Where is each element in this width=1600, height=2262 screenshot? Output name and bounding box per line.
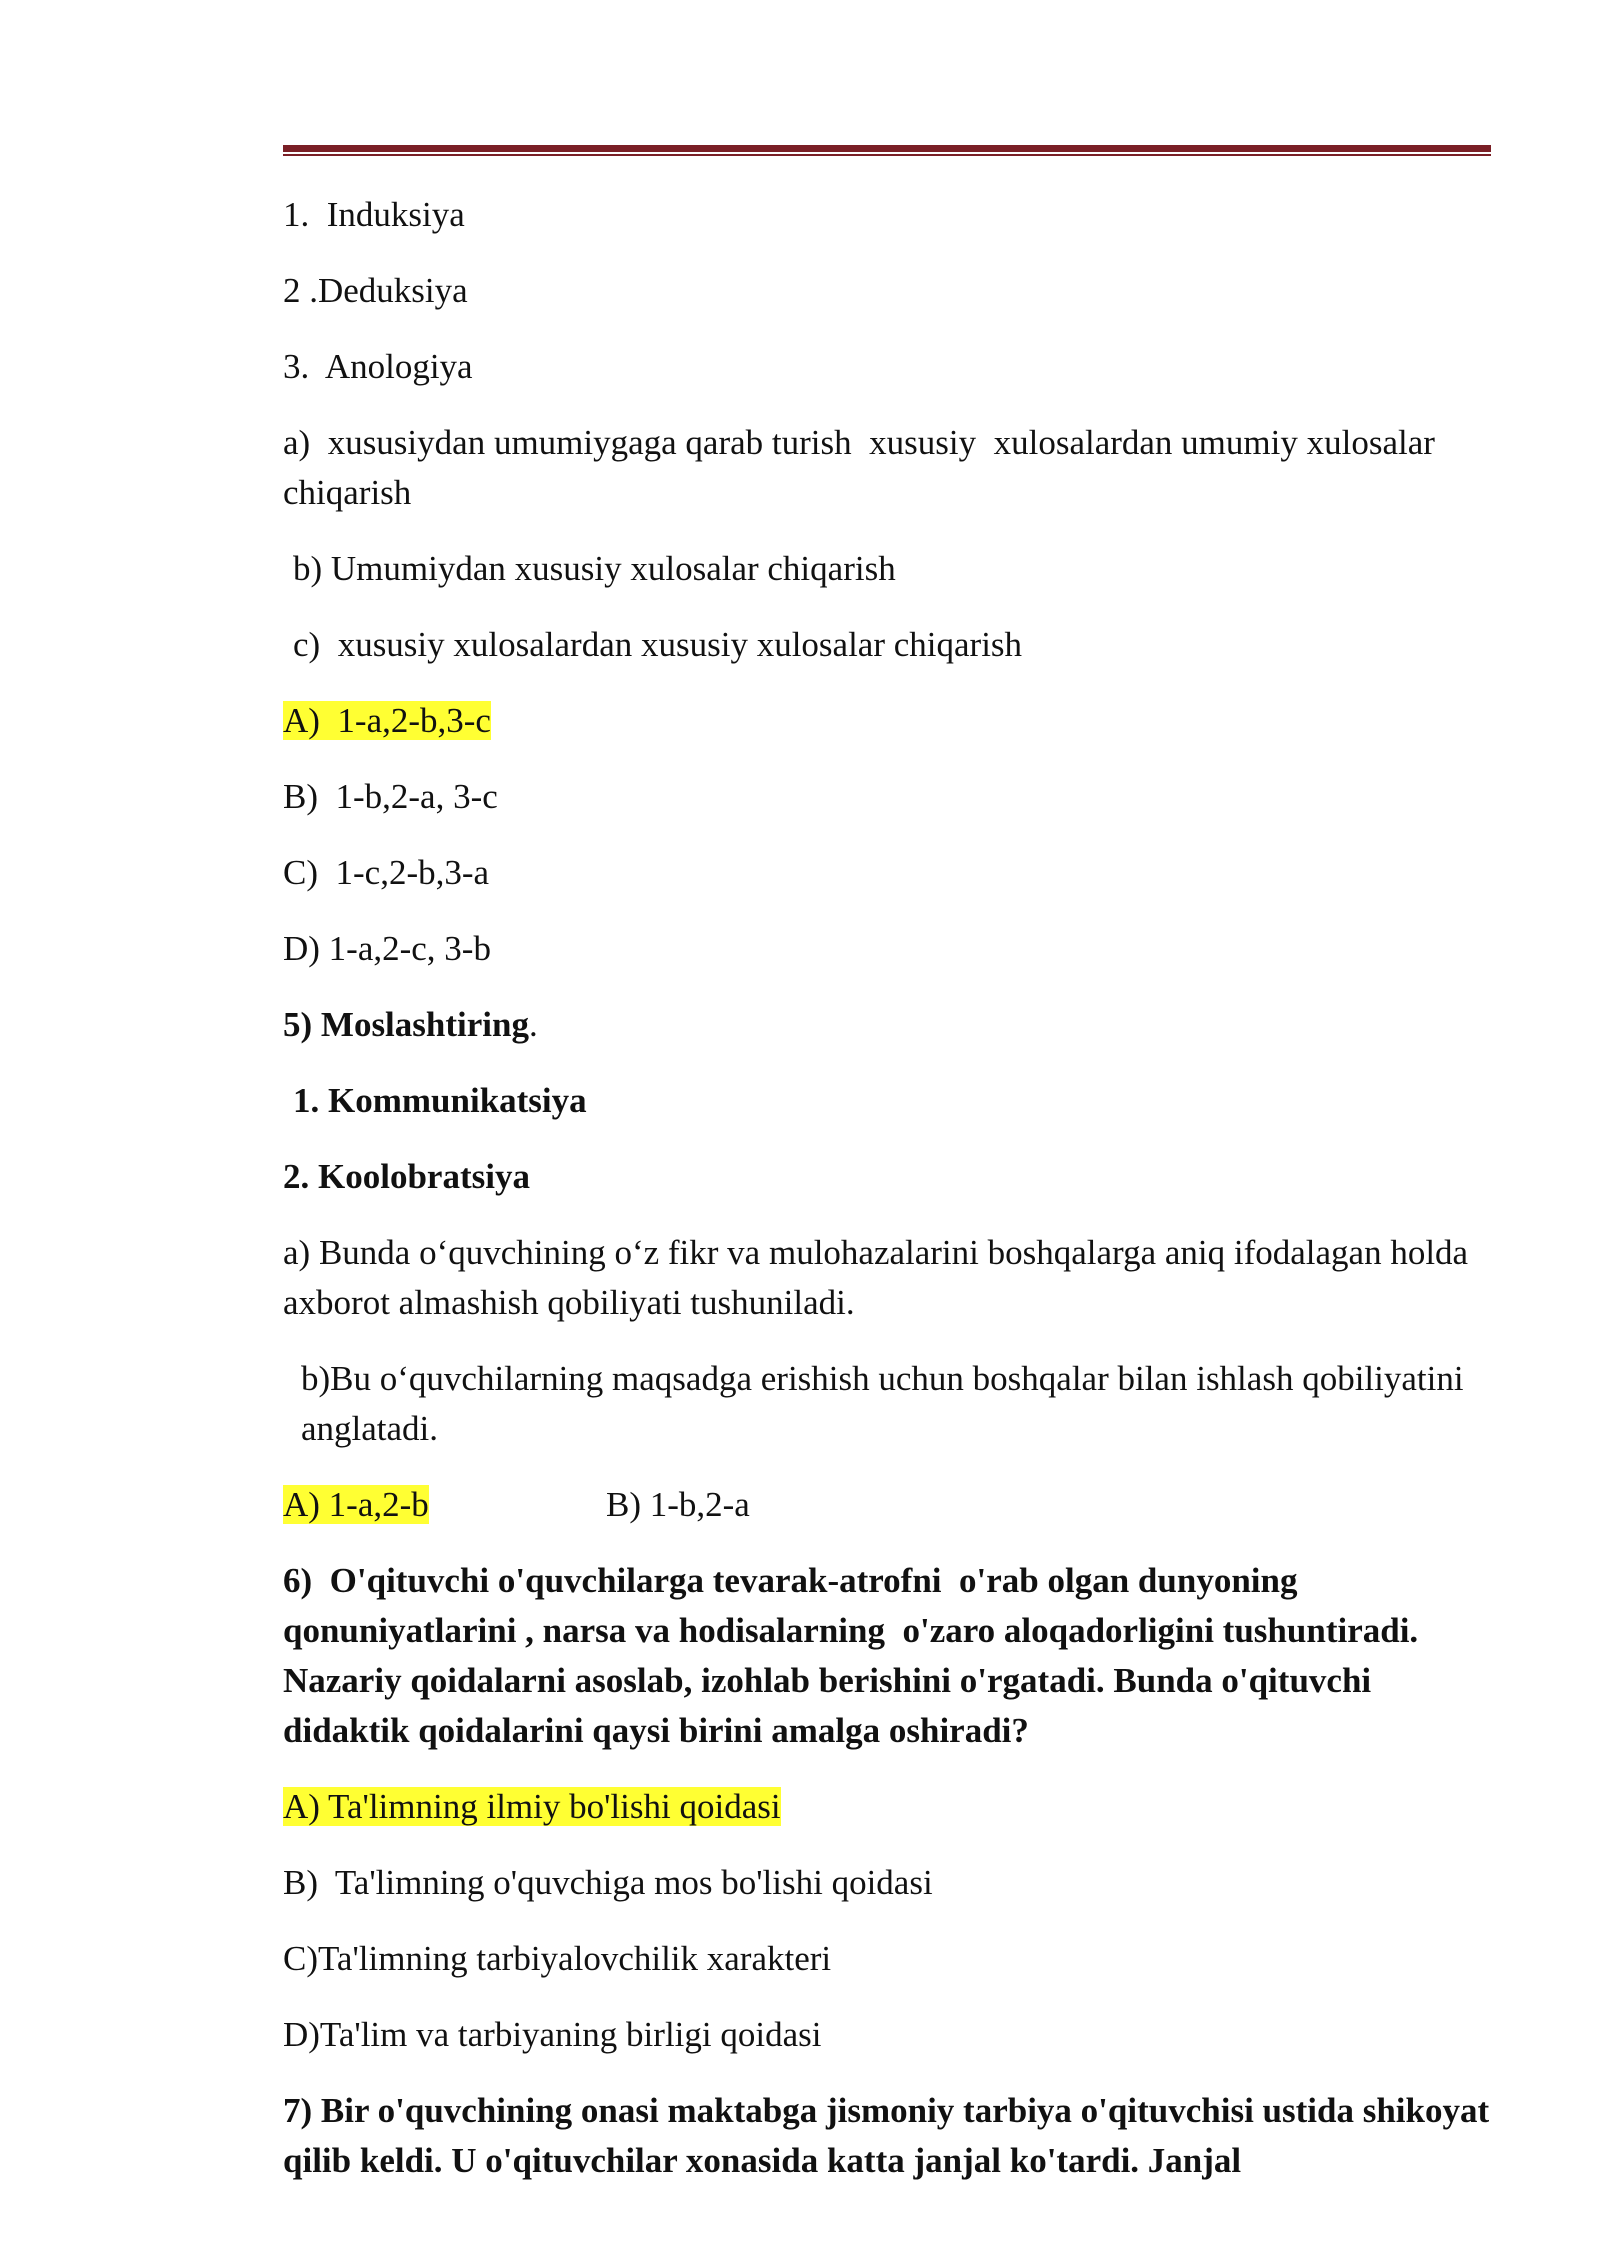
q5-answer-b: B) 1-b,2-a <box>606 1485 750 1524</box>
q6-answer-d: D)Ta'lim va tarbiyaning birligi qoidasi <box>283 2015 822 2054</box>
q5-title-period: . <box>528 1005 538 1044</box>
q6-answer-b: B) Ta'limning o'quvchiga mos bo'lishi qoidasi <box>283 1863 933 1902</box>
header-rule <box>283 145 1491 157</box>
document-body <box>283 190 1498 2212</box>
q5-item-2: 2. Koolobratsiya <box>283 1157 530 1196</box>
q4-answer-a <box>283 696 1498 746</box>
q4-answer-b: B) 1-b,2-a, 3-c <box>283 777 498 816</box>
q5-option-b: b)Bu o‘quvchilarning maqsadga erishish uchun boshqalar bilan ishlash qobiliyatini anglatadi. <box>301 1359 1473 1448</box>
q5-title-bold: 5) Moslashtiring <box>283 1005 529 1044</box>
correct-answer-highlight: A) 1-a,2-b,3-c <box>283 701 491 740</box>
q5-option-a: a) Bunda o‘quvchining o‘z fikr va mulohazalarini boshqalarga aniq ifodalagan holda axborot almashish qobiliyati tushuniladi. <box>283 1233 1477 1322</box>
correct-answer-highlight: A) Ta'limning ilmiy bo'lishi qoidasi <box>283 1787 781 1826</box>
q5-answers <box>283 1480 1498 1530</box>
q4-option-b: b) Umumiydan xususiy xulosalar chiqarish <box>293 549 896 588</box>
q6-answer-c: C)Ta'limning tarbiyalovchilik xarakteri <box>283 1939 832 1978</box>
header-rule-thin <box>283 154 1491 156</box>
q5-item-1: 1. Kommunikatsiya <box>293 1081 587 1120</box>
correct-answer-highlight: A) 1-a,2-b <box>283 1485 429 1524</box>
q4-option-c: c) xususiy xulosalardan xususiy xulosalar chiqarish <box>293 625 1023 664</box>
q4-item-3: 3. Anologiya <box>283 347 473 386</box>
q4-answer-d: D) 1-a,2-c, 3-b <box>283 929 491 968</box>
q7-question: 7) Bir o'quvchining onasi maktabga jismoniy tarbiya o'qituvchisi ustida shikoyat qilib keldi. U o'qituvchilar xonasida katta janjal ko'tardi. Janjal <box>283 2091 1498 2180</box>
q4-item-1: 1. Induksiya <box>283 195 465 234</box>
q4-item-2: 2 .Deduksiya <box>283 271 468 310</box>
q5-title <box>283 1000 1498 1050</box>
q4-option-a: a) xususiydan umumiygaga qarab turish xususiy xulosalardan umumiy xulosalar chiqarish <box>283 423 1444 512</box>
q6-answer-a <box>283 1782 1498 1832</box>
q5-answer-a-cell <box>283 1480 606 1530</box>
header-rule-thick <box>283 145 1491 152</box>
q6-question: 6) O'qituvchi o'quvchilarga tevarak-atrofni o'rab olgan dunyoning qonuniyatlarini , narsa va hodisalarning o'zaro aloqadorligini tushuntiradi. Nazariy qoidalarni asoslab, izohlab berishini o'rgatadi. Bunda o'qituvchi didaktik qoidalarini qaysi birini amalga oshiradi? <box>283 1561 1427 1750</box>
q4-answer-c: C) 1-c,2-b,3-a <box>283 853 490 892</box>
